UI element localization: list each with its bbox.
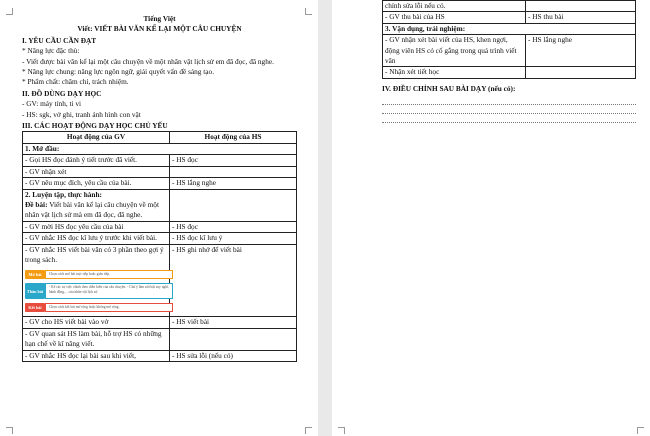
table-row	[23, 189, 297, 221]
gv-cell: - GV cho HS viết bài vào vở	[23, 317, 170, 328]
table-row	[23, 221, 297, 232]
section-heading-4	[382, 84, 636, 94]
lesson-title: Viết: VIẾT BÀI VĂN KỂ LẠI MỘT CÂU CHUYỆN	[77, 24, 242, 34]
diagram-intro-box	[25, 270, 173, 279]
hs-cell: - HS sửa lỗi (nếu có)	[170, 350, 297, 361]
hs-cell	[170, 166, 297, 177]
table-row	[23, 143, 297, 154]
section-heading-4-note: (nếu có):	[486, 83, 516, 93]
objective-line: * Năng lực chung: năng lực ngôn ngữ, giải quyết vấn đề sáng tạo.	[22, 67, 215, 77]
table-row	[383, 67, 636, 78]
section-heading-3: III. CÁC HOẠT ĐỘNG DẠY HỌC CHỦ YẾU	[22, 121, 168, 131]
gv-text: - GV nhắc HS viết bài văn có 3 phần theo gợi ý trong sách.	[25, 244, 164, 264]
hs-cell: - HS lắng nghe	[170, 178, 297, 189]
gv-cell: - GV mời HS đọc yêu cầu của bài	[23, 221, 170, 232]
gv-cell: - Gọi HS đọc đánh ý tiết trước đã viết.	[23, 155, 170, 166]
hs-cell	[170, 328, 297, 350]
activity-table	[22, 131, 297, 362]
document-page-left	[0, 0, 318, 436]
diagram-conclusion-box	[25, 303, 173, 312]
document-page-right	[332, 0, 650, 436]
gv-cell: - GV nhận xét bài viết của HS, khen ngợi, động viên HS có cố gắng trong quá trình viết văn	[383, 35, 526, 67]
objective-line: * Phẩm chất: chăm chỉ, trách nhiệm.	[22, 77, 129, 87]
hs-cell	[170, 189, 297, 221]
material-line: - GV: máy tính, ti vi	[22, 99, 82, 109]
subject-title: Tiếng Việt	[143, 14, 176, 23]
section-heading-2: II. ĐỒ DÙNG DẠY HỌC	[22, 88, 102, 98]
table-row	[383, 12, 636, 23]
dotted-line	[382, 115, 636, 123]
activity-heading: 2. Luyện tập, thực hành:	[25, 189, 102, 199]
table-header-row	[23, 132, 297, 143]
section-heading-4-title: IV. ĐIỀU CHỈNH SAU BÀI DẠY	[382, 83, 487, 93]
table-row	[383, 1, 636, 12]
gv-cell: chính sửa lỗi nếu có.	[383, 1, 526, 12]
diagram-intro-text: Chọn cách mở bài trực tiếp hoặc gián tiếp.	[45, 270, 173, 279]
table-row	[23, 328, 297, 350]
column-header-hs: Hoạt động của HS	[170, 132, 297, 143]
prompt-body: Viết bài văn kể lại câu chuyện về một nhân vật lịch sử mà em đã đọc, đã nghe.	[25, 199, 159, 220]
hs-cell	[526, 67, 636, 78]
diagram-conclusion-label: Kết bài	[25, 303, 45, 312]
hs-cell: - HS lắng nghe	[526, 35, 636, 67]
hs-cell: - HS đọc	[170, 221, 297, 232]
dotted-line	[382, 97, 636, 105]
gv-cell	[23, 189, 170, 221]
table-row	[23, 166, 297, 177]
gv-cell: - GV nhắc HS đọc kĩ lưu ý trước khi viết bài.	[23, 233, 170, 244]
dotted-line	[382, 106, 636, 114]
gv-cell: - GV thu bài của HS	[383, 12, 526, 23]
diagram-body-label: Thân bài	[25, 283, 45, 299]
activity-table-continued	[382, 0, 636, 79]
essay-structure-diagram	[25, 270, 173, 312]
table-row	[383, 23, 636, 34]
table-row	[23, 244, 297, 317]
table-row	[383, 35, 636, 67]
prompt-label: Đề bài:	[25, 199, 48, 209]
gv-cell: - GV nhắc HS đọc lại bài sau khi viết,	[23, 350, 170, 361]
activity-heading: 1. Mở đầu:	[23, 143, 297, 154]
table-row	[23, 350, 297, 361]
gv-cell: - Nhận xét tiết học	[383, 67, 526, 78]
column-header-gv: Hoạt động của GV	[23, 132, 170, 143]
objective-line: - Viết được bài văn kể lại một câu chuyện về một nhân vật lịch sử em đã đọc, đã nghe.	[22, 56, 274, 66]
hs-cell: - HS viết bài	[170, 317, 297, 328]
table-row	[23, 233, 297, 244]
hs-cell: - HS thu bài	[526, 12, 636, 23]
diagram-body-box	[25, 283, 173, 299]
table-row	[23, 155, 297, 166]
activity-heading: 3. Vận dụng, trải nghiệm:	[383, 23, 636, 34]
hs-cell: - HS đọc	[170, 155, 297, 166]
diagram-conclusion-text: Chọn cách kết bài mở rộng hoặc không mở rộng.	[45, 303, 173, 312]
diagram-intro-label: Mở bài	[25, 270, 45, 279]
gv-cell: - GV nhận xét	[23, 166, 170, 177]
hs-cell: - HS ghi nhớ để viết bài	[170, 244, 297, 317]
gv-cell	[23, 244, 170, 317]
diagram-body-text: - Kể các sự việc chính theo diễn biến của câu chuyện. - Chú ý làm nổi bật suy nghĩ, hành động,... của nhân vật lịch sử.	[45, 283, 173, 299]
hs-cell	[526, 1, 636, 12]
gv-cell: - GV nêu mục đích, yêu cầu của bài.	[23, 178, 170, 189]
objective-line: * Năng lực đặc thù:	[22, 46, 80, 56]
prompt-text	[25, 200, 167, 221]
gv-cell: - GV quan sát HS làm bài, hỗ trợ HS có những hạn chế về kĩ năng viết.	[23, 328, 170, 350]
table-row	[23, 178, 297, 189]
hs-cell: - HS đọc kĩ lưu ý	[170, 233, 297, 244]
table-row	[23, 317, 297, 328]
material-line: - HS: sgk, vở ghi, tranh ảnh hình con vật	[22, 109, 141, 119]
section-heading-1: I. YÊU CẦU CẦN ĐẠT	[22, 35, 97, 45]
